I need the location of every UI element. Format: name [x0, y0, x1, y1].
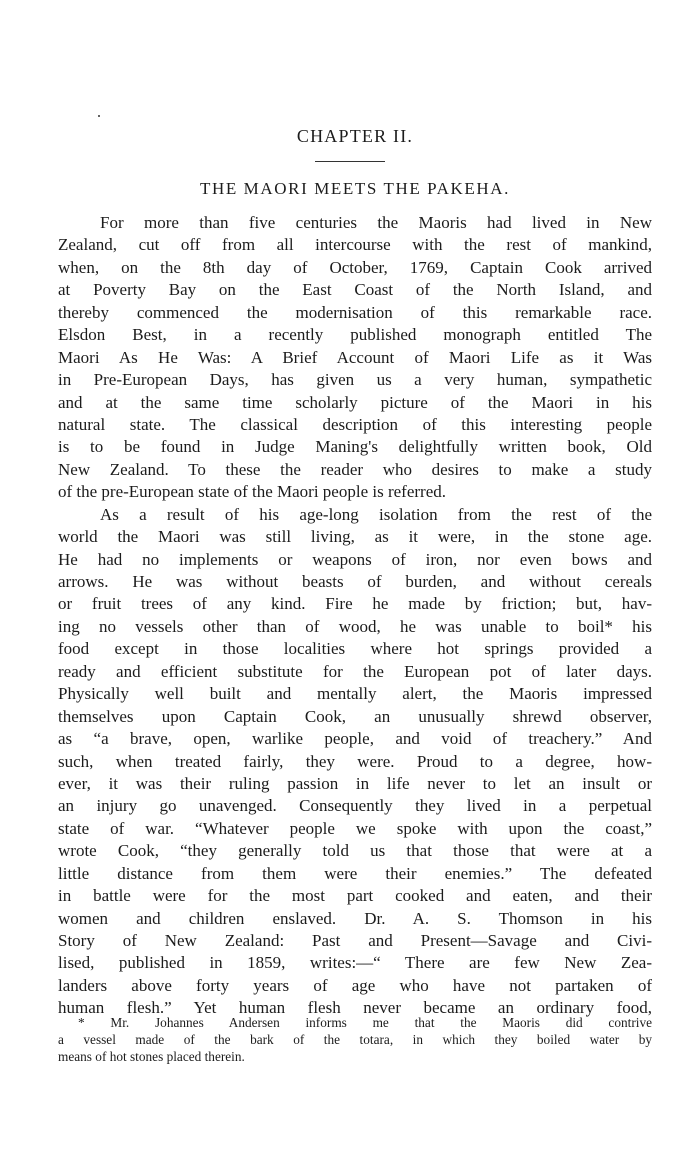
- body-text: [58, 212, 652, 1020]
- footnote-line: * Mr. Johannes Andersen informs me that the Maoris did contrive: [78, 1015, 652, 1030]
- footnote-line: means of hot stones placed therein.: [58, 1049, 245, 1064]
- text-line: in battle were for the most part cooked and eaten, and their: [58, 886, 652, 906]
- text-line: or fruit trees of any kind. Fire he made by friction; but, hav-: [58, 594, 652, 614]
- footnote: [58, 1014, 652, 1065]
- text-line: landers above forty years of age who have not partaken of: [58, 975, 652, 995]
- text-line: such, when treated fairly, they were. Proud to a degree, how-: [58, 751, 652, 771]
- text-line: food except in those localities where hot springs provided a: [58, 639, 652, 659]
- heading-rule: [315, 161, 385, 162]
- text-line: wrote Cook, “they generally told us that those that were at a: [58, 841, 652, 861]
- text-line: little distance from them were their enemies.” The defeated: [58, 863, 652, 883]
- text-line: New Zealand. To these the reader who desires to make a study: [58, 459, 652, 479]
- text-line: Zealand, cut off from all intercourse with the rest of mankind,: [58, 235, 652, 255]
- text-line: ready and efficient substitute for the European pot of later days.: [58, 661, 652, 681]
- text-line: themselves upon Captain Cook, an unusually shrewd observer,: [58, 706, 652, 726]
- text-line: ing no vessels other than of wood, he was unable to boil* his: [58, 616, 652, 636]
- text-line: ever, it was their ruling passion in life never to let an insult or: [58, 773, 652, 793]
- text-line: For more than five centuries the Maoris had lived in New: [100, 213, 652, 232]
- text-line: Story of New Zealand: Past and Present—Savage and Civi-: [58, 931, 652, 950]
- text-line: as “a brave, open, warlike people, and void of treachery.” And: [58, 729, 652, 749]
- text-line: of the pre-European state of the Maori people is referred.: [58, 482, 446, 502]
- text-line: Elsdon Best, in a recently published monograph entitled The: [58, 325, 652, 345]
- text-line: is to be found in Judge Maning's delightfully written book, Old: [58, 437, 652, 457]
- chapter-heading: CHAPTER II.: [296, 126, 414, 146]
- text-line: Physically well built and mentally alert, the Maoris impressed: [58, 684, 652, 704]
- text-line: an injury go unavenged. Consequently they lived in a perpetual: [58, 796, 652, 816]
- text-line: state of war. “Whatever people we spoke with upon the coast,”: [58, 818, 652, 838]
- text-line: women and children enslaved. Dr. A. S. Thomson in his: [58, 908, 652, 928]
- text-line: He had no implements or weapons of iron, nor even bows and: [58, 549, 652, 569]
- text-line: arrows. He was without beasts of burden, and without cereals: [58, 572, 652, 591]
- text-line: As a result of his age-long isolation from the rest of the: [100, 504, 652, 524]
- text-line: world the Maori was still living, as it were, in the stone age.: [58, 527, 652, 547]
- text-line: lised, published in 1859, writes:—“ There are few New Zea-: [58, 953, 652, 973]
- footnote-line: a vessel made of the bark of the totara, in which they boiled water by: [58, 1032, 652, 1047]
- text-line: Maori As He Was: A Brief Account of Maori Life as it Was: [58, 347, 652, 367]
- text-line: in Pre-European Days, has given us a very human, sympathetic: [58, 370, 652, 390]
- text-line: natural state. The classical description of this interesting people: [58, 414, 652, 434]
- text-line: at Poverty Bay on the East Coast of the North Island, and: [58, 280, 652, 300]
- text-line: human flesh.” Yet human flesh never became an ordinary food,: [58, 998, 652, 1018]
- text-line: and at the same time scholarly picture of the Maori in his: [58, 392, 652, 412]
- ink-speck: [98, 115, 100, 117]
- text-line: thereby commenced the modernisation of this remarkable race.: [58, 302, 652, 322]
- chapter-title: THE MAORI MEETS THE PAKEHA.: [199, 179, 510, 198]
- text-line: when, on the 8th day of October, 1769, Captain Cook arrived: [58, 257, 652, 277]
